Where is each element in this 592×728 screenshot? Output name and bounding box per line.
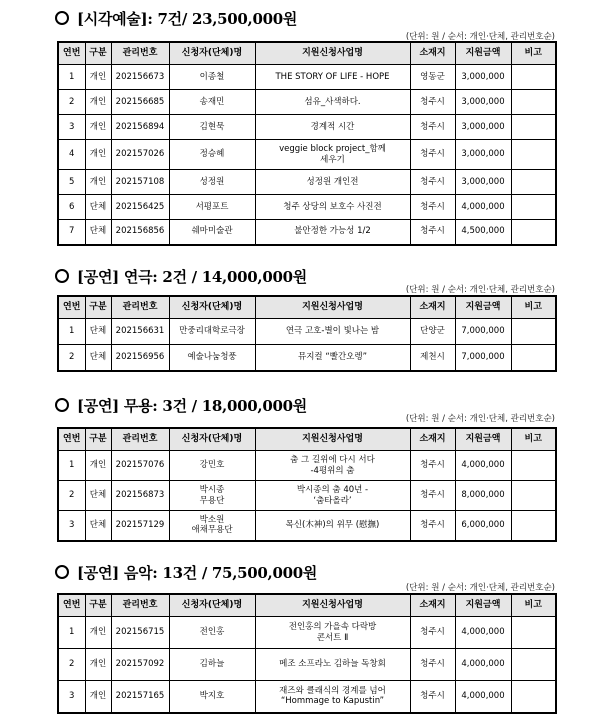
cell-note [511,681,556,713]
cell-type: 단체 [85,481,111,511]
cell-project: 뮤지컬 “빨간오렝” [255,345,410,371]
cell-no: 4 [58,140,85,170]
cell-name: 박시종 무용단 [169,481,255,511]
cell-project: 연극 고호-별이 빛나는 밤 [255,319,410,345]
cell-project: THE STORY OF LIFE - HOPE [255,65,410,90]
section-title: [공연] 무용: 3건 / 18,000,000원 [77,397,307,415]
cell-id: 202157165 [111,681,169,713]
cell-location: 청주시 [410,681,455,713]
header-col-amount: 지원금액 [455,594,511,617]
table-row [58,481,556,511]
unit-note: (단위: 원 / 순서: 개인·단체, 관리번호순) [405,285,555,295]
cell-name: 전인홍 [169,617,255,649]
unit-note: (단위: 원 / 순서: 개인·단체, 관리번호순) [405,32,555,42]
cell-type: 단체 [85,511,111,541]
header-col-note: 비고 [511,42,556,65]
table-row [58,617,556,649]
cell-type: 개인 [85,115,111,140]
cell-project: 청주 상당의 보호수 사진전 [255,195,410,220]
table-row [58,195,556,220]
cell-amount: 4,500,000 [455,220,511,245]
cell-id: 202157129 [111,511,169,541]
cell-project: 섬유_사색하다. [255,90,410,115]
cell-type: 개인 [85,451,111,481]
table-row [58,649,556,681]
cell-name: 송재민 [169,90,255,115]
cell-id: 202157092 [111,649,169,681]
cell-type: 단체 [85,195,111,220]
cell-note [511,220,556,245]
cell-location: 청주시 [410,649,455,681]
cell-location: 영동군 [410,65,455,90]
cell-no: 3 [58,681,85,713]
header-col-name: 신청자(단체)명 [169,296,255,319]
section-title: [공연] 연극: 2건 / 14,000,000원 [77,268,307,286]
cell-project: veggie block project_함께 세우기 [255,140,410,170]
cell-name: 성정원 [169,170,255,195]
header-col-type: 구분 [85,594,111,617]
cell-id: 202156425 [111,195,169,220]
cell-note [511,90,556,115]
circle-bullet-icon [55,11,69,25]
cell-name: 강민호 [169,451,255,481]
cell-project: 재즈와 클래식의 경계를 넘어 “Hommage to Kapustin” [255,681,410,713]
header-col-location: 소재지 [410,296,455,319]
table-row [58,681,556,713]
cell-no: 2 [58,345,85,371]
cell-type: 개인 [85,90,111,115]
cell-amount: 4,000,000 [455,681,511,713]
header-col-no: 연번 [58,428,85,451]
cell-no: 2 [58,90,85,115]
cell-name: 박지호 [169,681,255,713]
header-col-id: 관리번호 [111,428,169,451]
cell-location: 청주시 [410,115,455,140]
cell-no: 2 [58,481,85,511]
cell-note [511,511,556,541]
cell-location: 청주시 [410,90,455,115]
table-header-row [58,42,556,65]
cell-name: 예술나눔청풍 [169,345,255,371]
cell-id: 202157076 [111,451,169,481]
data-table [57,593,557,714]
cell-location: 제천시 [410,345,455,371]
cell-id: 202156894 [111,115,169,140]
cell-amount: 6,000,000 [455,511,511,541]
cell-note [511,65,556,90]
header-col-name: 신청자(단체)명 [169,428,255,451]
cell-project: 박시종의 춤 40년 - ‘춤타올라’ [255,481,410,511]
header-col-id: 관리번호 [111,296,169,319]
cell-id: 202156631 [111,319,169,345]
cell-location: 청주시 [410,511,455,541]
cell-location: 청주시 [410,617,455,649]
cell-amount: 8,000,000 [455,481,511,511]
cell-amount: 3,000,000 [455,170,511,195]
header-col-note: 비고 [511,296,556,319]
cell-amount: 3,000,000 [455,65,511,90]
cell-type: 개인 [85,65,111,90]
cell-id: 202156873 [111,481,169,511]
table-header-row [58,296,556,319]
data-table [57,41,557,246]
cell-amount: 4,000,000 [455,649,511,681]
cell-id: 202156685 [111,90,169,115]
header-col-no: 연번 [58,42,85,65]
cell-type: 단체 [85,319,111,345]
cell-no: 1 [58,65,85,90]
cell-type: 개인 [85,617,111,649]
circle-bullet-icon [55,398,69,412]
cell-note [511,617,556,649]
unit-note: (단위: 원 / 순서: 개인·단체, 관리번호순) [405,583,555,593]
header-col-amount: 지원금액 [455,428,511,451]
section-title: [공연] 음악: 13건 / 75,500,000원 [77,564,318,582]
cell-type: 단체 [85,220,111,245]
data-table [57,295,557,372]
header-col-project: 지원신청사업명 [255,42,410,65]
cell-type: 개인 [85,170,111,195]
cell-note [511,170,556,195]
cell-no: 3 [58,115,85,140]
cell-project: 전인홍의 가을속 다락방 콘서트 Ⅱ [255,617,410,649]
cell-amount: 7,000,000 [455,319,511,345]
header-col-type: 구분 [85,42,111,65]
cell-project: 춤 그 길위에 다시 서다 -4평위의 춤 [255,451,410,481]
table-row [58,170,556,195]
cell-name: 쉐마미술관 [169,220,255,245]
cell-no: 3 [58,511,85,541]
section-title: [시각예술]: 7건/ 23,500,000원 [77,10,298,28]
table-row [58,115,556,140]
cell-amount: 3,000,000 [455,90,511,115]
cell-project: 메조 소프라노 김하늘 독창회 [255,649,410,681]
header-col-project: 지원신청사업명 [255,594,410,617]
cell-id: 202157108 [111,170,169,195]
circle-bullet-icon [55,269,69,283]
cell-id: 202156856 [111,220,169,245]
table-row [58,451,556,481]
table-row [58,90,556,115]
cell-type: 개인 [85,681,111,713]
cell-id: 202157026 [111,140,169,170]
cell-note [511,195,556,220]
cell-name: 만중리대학로극장 [169,319,255,345]
table-header-row [58,428,556,451]
header-col-id: 관리번호 [111,42,169,65]
header-col-name: 신청자(단체)명 [169,594,255,617]
header-col-project: 지원신청사업명 [255,428,410,451]
header-col-project: 지원신청사업명 [255,296,410,319]
section-heading [55,8,297,29]
cell-name: 김현묵 [169,115,255,140]
cell-name: 서평포트 [169,195,255,220]
cell-location: 청주시 [410,195,455,220]
header-col-amount: 지원금액 [455,296,511,319]
cell-note [511,319,556,345]
cell-project: 성정원 개인전 [255,170,410,195]
cell-name: 정승혜 [169,140,255,170]
cell-amount: 3,000,000 [455,140,511,170]
cell-name: 이종철 [169,65,255,90]
header-col-type: 구분 [85,428,111,451]
cell-note [511,649,556,681]
table-row [58,319,556,345]
cell-no: 7 [58,220,85,245]
cell-type: 단체 [85,345,111,371]
cell-no: 5 [58,170,85,195]
cell-name: 김하늘 [169,649,255,681]
cell-note [511,115,556,140]
header-col-amount: 지원금액 [455,42,511,65]
header-col-location: 소재지 [410,428,455,451]
cell-no: 1 [58,617,85,649]
cell-note [511,140,556,170]
cell-id: 202156956 [111,345,169,371]
header-col-name: 신청자(단체)명 [169,42,255,65]
table-row [58,345,556,371]
data-table [57,427,557,542]
header-col-no: 연번 [58,594,85,617]
cell-amount: 4,000,000 [455,617,511,649]
cell-location: 단양군 [410,319,455,345]
header-col-location: 소재지 [410,42,455,65]
header-col-no: 연번 [58,296,85,319]
unit-note: (단위: 원 / 순서: 개인·단체, 관리번호순) [405,414,555,424]
cell-no: 2 [58,649,85,681]
cell-project: 불안정한 가능성 1/2 [255,220,410,245]
circle-bullet-icon [55,565,69,579]
table-row [58,140,556,170]
cell-no: 1 [58,451,85,481]
header-col-id: 관리번호 [111,594,169,617]
cell-location: 청주시 [410,170,455,195]
table-header-row [58,594,556,617]
section-heading [55,395,307,416]
cell-amount: 3,000,000 [455,115,511,140]
table-row [58,65,556,90]
cell-id: 202156715 [111,617,169,649]
cell-type: 개인 [85,649,111,681]
cell-id: 202156673 [111,65,169,90]
cell-location: 청주시 [410,481,455,511]
cell-name: 박소원 애채무용단 [169,511,255,541]
cell-location: 청주시 [410,140,455,170]
table-row [58,220,556,245]
cell-type: 개인 [85,140,111,170]
cell-no: 6 [58,195,85,220]
cell-no: 1 [58,319,85,345]
table-row [58,511,556,541]
header-col-note: 비고 [511,428,556,451]
cell-note [511,451,556,481]
header-col-location: 소재지 [410,594,455,617]
cell-note [511,345,556,371]
cell-note [511,481,556,511]
cell-location: 청주시 [410,451,455,481]
cell-amount: 4,000,000 [455,451,511,481]
cell-project: 경계적 시간 [255,115,410,140]
cell-amount: 4,000,000 [455,195,511,220]
section-heading [55,562,317,583]
header-col-note: 비고 [511,594,556,617]
cell-amount: 7,000,000 [455,345,511,371]
cell-location: 청주시 [410,220,455,245]
cell-project: 목신(木神)의 위무 (慰撫) [255,511,410,541]
section-heading [55,266,307,287]
header-col-type: 구분 [85,296,111,319]
